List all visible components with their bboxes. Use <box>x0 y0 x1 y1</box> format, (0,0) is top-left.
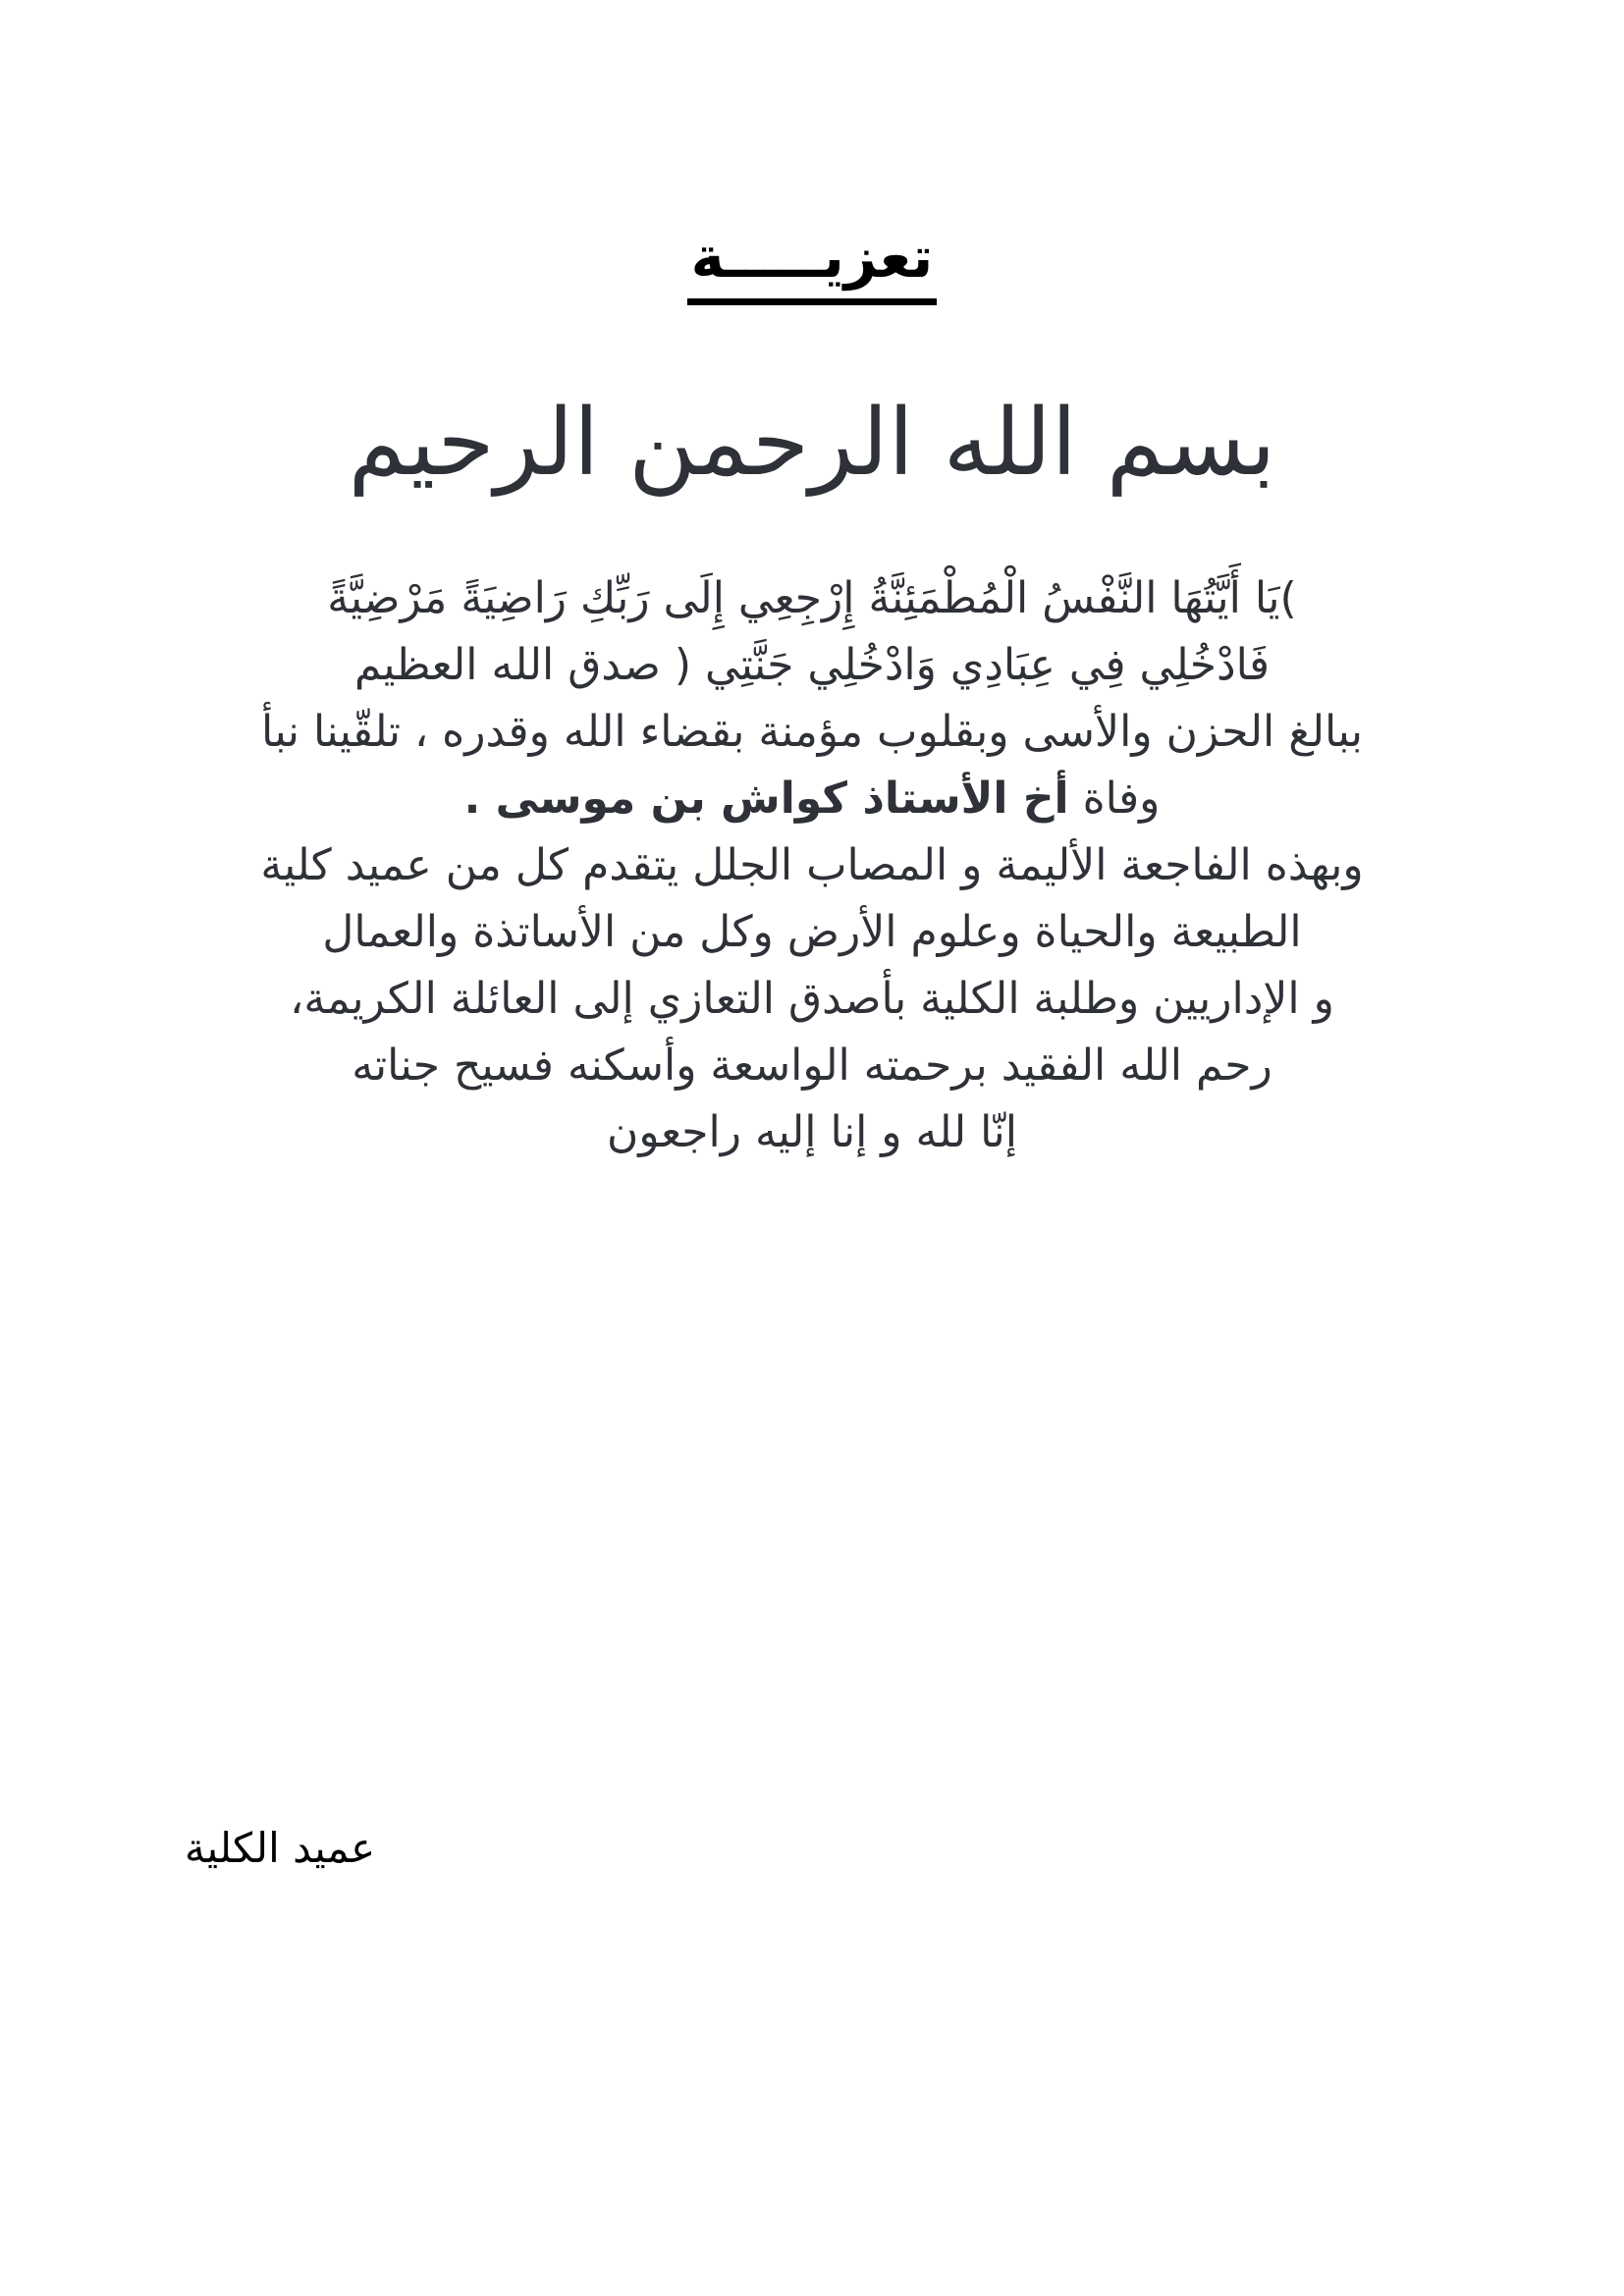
condolence-line-2: الطبيعة والحياة وعلوم الأرض وكل من الأساتذة والعمال <box>322 907 1302 958</box>
deceased-word-prefix: وفاة <box>1068 774 1161 825</box>
deceased-name-bold: أخ الأستاذ كواش بن موسى . <box>463 774 1069 825</box>
basmala-text: بسم الله الرحمن الرحيم <box>348 390 1276 498</box>
condolence-line-4: رحم الله الفقيد برحمته الواسعة وأسكنه فسيح جناته <box>352 1041 1272 1092</box>
condolence-line-3: و الإداريين وطلبة الكلية بأصدق التعازي إلى العائلة الكريمة، <box>290 974 1334 1025</box>
document-title: تعزيـــــة <box>687 225 938 305</box>
quran-verse-line-1: )يَا أَيَّتُهَا النَّفْسُ الْمُطْمَئِنَّةُ إِرْجِعِي إِلَى رَبِّكِ رَاضِيَةً مَرْضِيَّةً <box>327 573 1297 624</box>
dean-signature: عميد الكلية <box>185 1824 376 1872</box>
quran-verse-line-2: فَادْخُلِي فِي عِبَادِي وَادْخُلِي جَنَّتِي ( صدق الله العظيم <box>353 640 1271 691</box>
istirja-line: إنّا لله و إنا إليه راجعون <box>607 1107 1017 1158</box>
grief-intro-line: ببالغ الحزن والأسى وبقلوب مؤمنة بقضاء الله وقدره ، تلقّينا نبأ <box>261 707 1363 758</box>
title-row <box>0 0 1624 343</box>
deceased-announcement-line <box>0 766 1624 832</box>
condolence-line-1: وبهذه الفاجعة الأليمة و المصاب الجلل يتقدم كل من عميد كلية <box>260 840 1364 891</box>
condolence-body <box>0 565 1624 1166</box>
